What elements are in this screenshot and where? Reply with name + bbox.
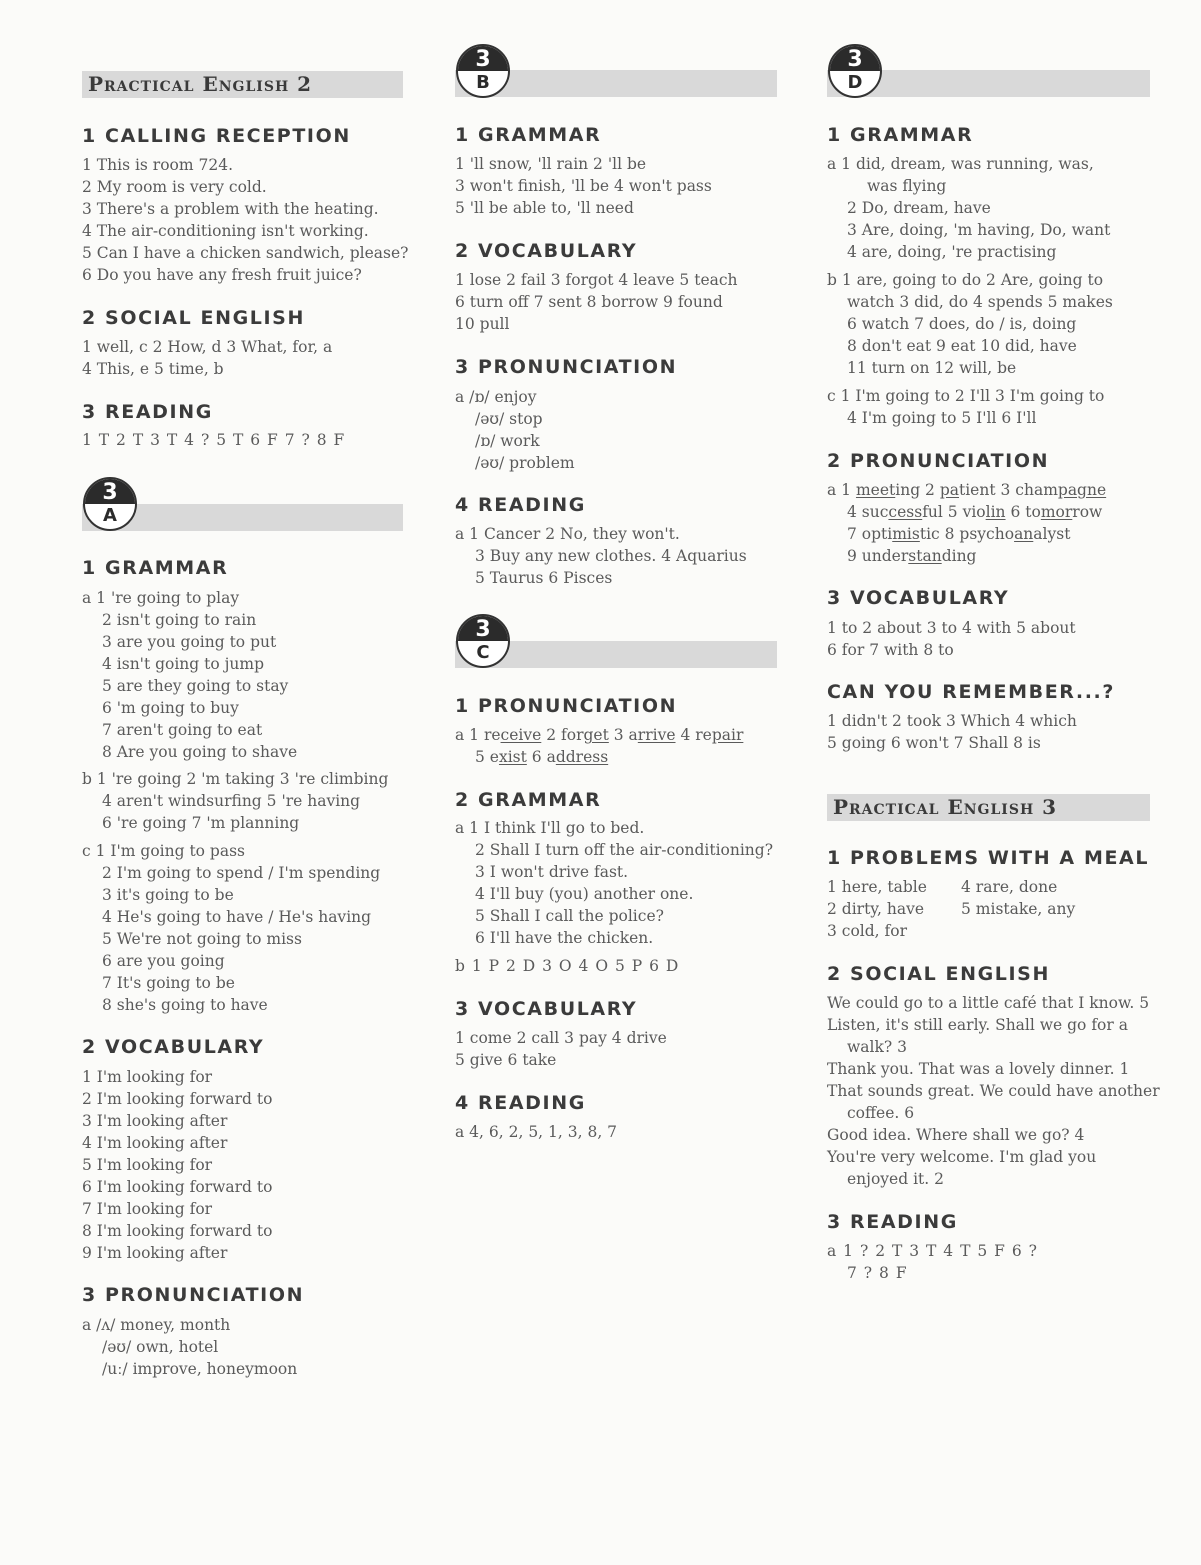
stress: mis (892, 525, 920, 543)
unit-3c-letter: C (476, 642, 490, 663)
list-item: coffee. 6 (847, 1104, 915, 1122)
text: a 1 (827, 481, 856, 499)
list-item: 5 Taurus 6 Pisces (475, 569, 613, 587)
text: row (1072, 503, 1103, 521)
list-item: /uː/ improve, honeymoon (102, 1360, 298, 1378)
can-you-remember-heading: CAN YOU REMEMBER...? (827, 681, 1115, 703)
list-item: a 1 're going to play (82, 589, 240, 607)
vocabulary-heading: 2 VOCABULARY (82, 1036, 265, 1058)
text: ding (941, 547, 977, 565)
list-item: 1 to 2 about 3 to 4 with 5 about (827, 619, 1076, 637)
stress: an (1014, 525, 1034, 543)
list-item: 5 mistake, any (961, 900, 1076, 918)
list-item: 4 rare, done (961, 878, 1058, 896)
social-english-heading: 2 SOCIAL ENGLISH (827, 963, 1050, 985)
list-item: 4 are, doing, 're practising (847, 243, 1057, 261)
list-item: b 1 're going 2 'm taking 3 're climbing (82, 770, 389, 788)
reading-heading: 4 READING (455, 1092, 586, 1114)
list-item: /əʊ/ own, hotel (102, 1338, 219, 1356)
list-item: 6 I'll have the chicken. (475, 929, 654, 947)
list-item: 3 are you going to put (102, 633, 277, 651)
reading-heading: 3 READING (827, 1211, 958, 1233)
list-item: Good idea. Where shall we go? 4 (827, 1126, 1085, 1144)
stress: pa (939, 481, 959, 499)
text: ful 5 vio (922, 503, 986, 521)
stress: mor (1040, 503, 1073, 521)
pronunciation-heading: 3 PRONUNCIATION (455, 356, 678, 378)
list-item: 4 aren't windsurfing 5 're having (102, 792, 361, 810)
list-item: 6 for 7 with 8 to (827, 641, 954, 659)
list-item: 2 dirty, have (827, 900, 925, 918)
list-item: 4 I'm going to 5 I'll 6 I'll (847, 409, 1037, 427)
list-item: b 1 P 2 D 3 O 4 O 5 P 6 D (455, 957, 680, 975)
list-item: was flying (867, 177, 947, 195)
list-item: 5 give 6 take (455, 1051, 557, 1069)
list-item: 4 I'll buy (you) another one. (475, 885, 694, 903)
stress: pagne (1057, 481, 1107, 499)
unit-3d-letter: D (847, 72, 863, 93)
unit-3b-badge (456, 44, 510, 98)
text: ing 2 (895, 481, 940, 499)
list-item: 4 isn't going to jump (102, 655, 265, 673)
list-item: 7 It's going to be (102, 974, 235, 992)
list-item: 4 I'm looking after (82, 1134, 228, 1152)
list-item: 6 'm going to buy (102, 699, 239, 717)
pronunciation-heading: 1 PRONUNCIATION (455, 695, 678, 717)
list-item: You're very welcome. I'm glad you (827, 1148, 1097, 1166)
calling-reception-heading: 1 CALLING RECEPTION (82, 125, 351, 147)
list-item: 2 Shall I turn off the air-conditioning? (475, 841, 774, 859)
grammar-heading: 1 GRAMMAR (827, 124, 974, 146)
list-item: 11 turn on 12 will, be (847, 359, 1017, 377)
list-item: 10 pull (455, 315, 510, 333)
list-item: /əʊ/ stop (475, 410, 543, 428)
list-item: 3 I'm looking after (82, 1112, 228, 1130)
list-item: 4 He's going to have / He's having (102, 908, 372, 926)
list-item: 4 The air-conditioning isn't working. (82, 222, 369, 240)
text: tient 3 cham (959, 481, 1058, 499)
list-item: 2 isn't going to rain (102, 611, 257, 629)
unit-3a-badge (83, 477, 137, 531)
practical-english-2-title: Practical English 2 (88, 72, 313, 96)
text: 3 a (608, 726, 638, 744)
text: tic 8 psycho (919, 525, 1015, 543)
pronunciation-line (847, 545, 976, 567)
stress: cess (888, 503, 923, 521)
text: 2 for (541, 726, 584, 744)
list-item: a /ʌ/ money, month (82, 1316, 231, 1334)
stress: get (583, 726, 609, 744)
pronunciation-line (455, 724, 743, 746)
grammar-heading: 2 GRAMMAR (455, 789, 602, 811)
list-item: 3 cold, for (827, 922, 908, 940)
text: 9 under (847, 547, 909, 565)
unit-3c-badge (456, 614, 510, 668)
stress: xist (498, 748, 527, 766)
list-item: a 1 ? 2 T 3 T 4 T 5 F 6 ? (827, 1242, 1038, 1260)
list-item: 2 I'm looking forward to (82, 1090, 273, 1108)
list-item: Listen, it's still early. Shall we go for a (827, 1016, 1128, 1034)
list-item: a /ɒ/ enjoy (455, 388, 537, 406)
list-item: 3 I won't drive fast. (475, 863, 629, 881)
list-item: 3 Are, doing, 'm having, Do, want (847, 221, 1111, 239)
list-item: a 1 I think I'll go to bed. (455, 819, 645, 837)
stress: ddress (555, 748, 609, 766)
practical-english-3-title: Practical English 3 (833, 795, 1058, 819)
list-item: We could go to a little café that I know. 5 (827, 994, 1150, 1012)
list-item: enjoyed it. 2 (847, 1170, 944, 1188)
list-item: 3 Buy any new clothes. 4 Aquarius (475, 547, 747, 565)
reading-heading: 4 READING (455, 494, 586, 516)
unit-3d-number: 3 (830, 46, 880, 71)
pronunciation-line (475, 746, 608, 768)
list-item: 7 aren't going to eat (102, 721, 263, 739)
list-item: 7 ? 8 F (847, 1264, 908, 1282)
list-item: 3 it's going to be (102, 886, 234, 904)
list-item: 6 're going 7 'm planning (102, 814, 300, 832)
list-item: 6 watch 7 does, do / is, doing (847, 315, 1077, 333)
list-item: 4 This, e 5 time, b (82, 360, 224, 378)
list-item: 5 We're not going to miss (102, 930, 302, 948)
stress: lin (985, 503, 1006, 521)
vocabulary-heading: 3 VOCABULARY (827, 587, 1010, 609)
list-item: c 1 I'm going to pass (82, 842, 246, 860)
list-item: 1 come 2 call 3 pay 4 drive (455, 1029, 667, 1047)
list-item: 1 here, table (827, 878, 927, 896)
unit-3a-letter: A (103, 505, 117, 526)
list-item: b 1 are, going to do 2 Are, going to (827, 271, 1104, 289)
list-item: 1 T 2 T 3 T 4 ? 5 T 6 F 7 ? 8 F (82, 431, 346, 449)
list-item: a 1 Cancer 2 No, they won't. (455, 525, 680, 543)
list-item: 5 Can I have a chicken sandwich, please? (82, 244, 409, 262)
list-item: a 1 did, dream, was running, was, (827, 155, 1094, 173)
vocabulary-heading: 2 VOCABULARY (455, 240, 638, 262)
pronunciation-heading: 3 PRONUNCIATION (82, 1284, 305, 1306)
list-item: 8 she's going to have (102, 996, 268, 1014)
list-item: 9 I'm looking after (82, 1244, 228, 1262)
vocabulary-heading: 3 VOCABULARY (455, 998, 638, 1020)
list-item: 1 didn't 2 took 3 Which 4 which (827, 712, 1077, 730)
text: 4 re (675, 726, 712, 744)
list-item: 2 Do, dream, have (847, 199, 991, 217)
reading-heading: 3 READING (82, 401, 213, 423)
social-english-heading: 2 SOCIAL ENGLISH (82, 307, 305, 329)
list-item: 6 I'm looking forward to (82, 1178, 273, 1196)
list-item: 1 I'm looking for (82, 1068, 213, 1086)
list-item: walk? 3 (847, 1038, 907, 1056)
text: 5 e (475, 748, 499, 766)
unit-3d-badge (828, 44, 882, 98)
list-item: 2 My room is very cold. (82, 178, 267, 196)
list-item: 5 are they going to stay (102, 677, 289, 695)
text: 6 a (526, 748, 556, 766)
list-item: Thank you. That was a lovely dinner. 1 (827, 1060, 1130, 1078)
unit-3a-number: 3 (85, 479, 135, 504)
list-item: 3 won't finish, 'll be 4 won't pass (455, 177, 712, 195)
list-item: 5 Shall I call the police? (475, 907, 664, 925)
list-item: c 1 I'm going to 2 I'll 3 I'm going to (827, 387, 1105, 405)
unit-3b-letter: B (476, 72, 490, 93)
list-item: /əʊ/ problem (475, 454, 575, 472)
stress: meet (855, 481, 896, 499)
list-item: watch 3 did, do 4 spends 5 makes (847, 293, 1113, 311)
stress: rrive (637, 726, 676, 744)
list-item: 1 lose 2 fail 3 forgot 4 leave 5 teach (455, 271, 738, 289)
unit-3c-number: 3 (458, 616, 508, 641)
list-item: 6 are you going (102, 952, 225, 970)
pronunciation-line (827, 479, 1106, 501)
list-item: 8 don't eat 9 eat 10 did, have (847, 337, 1077, 355)
list-item: 6 turn off 7 sent 8 borrow 9 found (455, 293, 723, 311)
list-item: 5 going 6 won't 7 Shall 8 is (827, 734, 1041, 752)
stress: stan (908, 547, 942, 565)
stress: pair (711, 726, 744, 744)
list-item: 1 well, c 2 How, d 3 What, for, a (82, 338, 333, 356)
list-item: That sounds great. We could have another (827, 1082, 1160, 1100)
list-item: 3 There's a problem with the heating. (82, 200, 379, 218)
list-item: 2 I'm going to spend / I'm spending (102, 864, 381, 882)
list-item: 5 'll be able to, 'll need (455, 199, 634, 217)
list-item: 7 I'm looking for (82, 1200, 213, 1218)
list-item: 5 I'm looking for (82, 1156, 213, 1174)
text: a 1 re (455, 726, 501, 744)
stress: ceive (500, 726, 542, 744)
grammar-heading: 1 GRAMMAR (455, 124, 602, 146)
text: 7 opti (847, 525, 893, 543)
grammar-heading: 1 GRAMMAR (82, 557, 229, 579)
text: 4 suc (847, 503, 889, 521)
list-item: 1 'll snow, 'll rain 2 'll be (455, 155, 647, 173)
unit-3b-number: 3 (458, 46, 508, 71)
problems-with-a-meal-heading: 1 PROBLEMS WITH A MEAL (827, 847, 1150, 869)
list-item: 6 Do you have any fresh fruit juice? (82, 266, 362, 284)
list-item: 8 I'm looking forward to (82, 1222, 273, 1240)
text: 6 to (1005, 503, 1041, 521)
list-item: a 4, 6, 2, 5, 1, 3, 8, 7 (455, 1123, 618, 1141)
pronunciation-heading: 2 PRONUNCIATION (827, 450, 1050, 472)
pronunciation-line (847, 501, 1102, 523)
pronunciation-line (847, 523, 1070, 545)
list-item: /ɒ/ work (475, 432, 540, 450)
list-item: 8 Are you going to shave (102, 743, 298, 761)
list-item: 1 This is room 724. (82, 156, 233, 174)
text: alyst (1033, 525, 1071, 543)
